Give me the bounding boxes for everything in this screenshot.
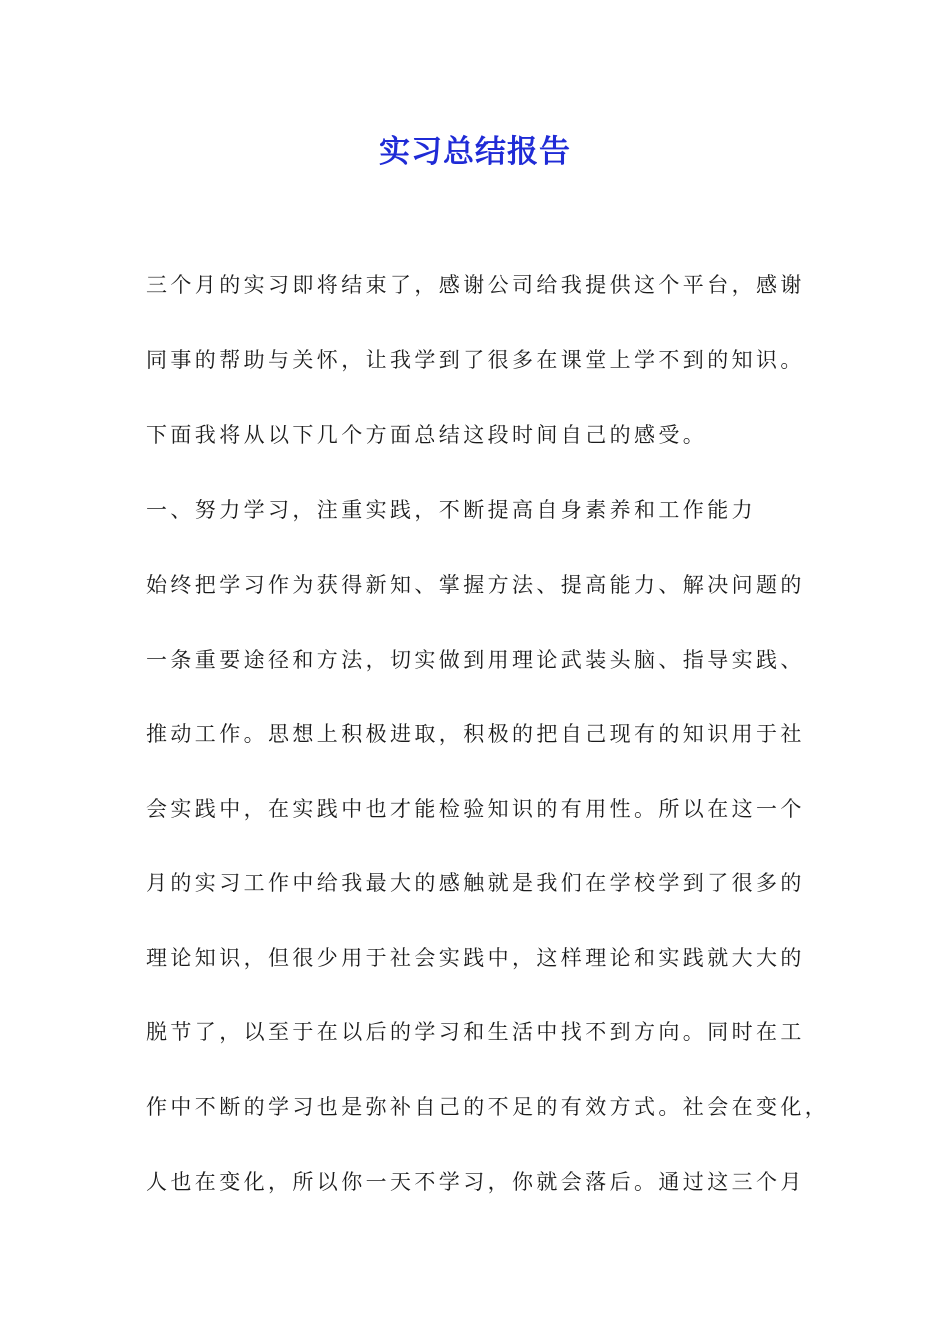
body-line-12: 作中不断的学习也是弥补自己的不足的有效方式。社会在变化， (146, 1095, 830, 1119)
section-heading-1: 一、努力学习，注重实践，不断提高自身素养和工作能力 (146, 498, 756, 522)
body-line-6: 一条重要途径和方法，切实做到用理论武装头脑、指导实践、 (146, 648, 805, 672)
document-title: 实习总结报告 (379, 134, 571, 170)
body-line-9: 月的实习工作中给我最大的感触就是我们在学校学到了很多的 (146, 871, 805, 895)
body-line-2: 同事的帮助与关怀，让我学到了很多在课堂上学不到的知识。 (146, 348, 805, 372)
body-line-3: 下面我将从以下几个方面总结这段时间自己的感受。 (146, 423, 708, 447)
body-line-7: 推动工作。思想上积极进取，积极的把自己现有的知识用于社 (146, 722, 805, 746)
body-line-10: 理论知识，但很少用于社会实践中，这样理论和实践就大大的 (146, 946, 805, 970)
body-line-5: 始终把学习作为获得新知、掌握方法、提高能力、解决问题的 (146, 573, 805, 597)
body-line-13: 人也在变化，所以你一天不学习，你就会落后。通过这三个月 (146, 1170, 805, 1194)
body-line-1: 三个月的实习即将结束了，感谢公司给我提供这个平台，感谢 (146, 273, 805, 297)
body-line-8: 会实践中，在实践中也才能检验知识的有用性。所以在这一个 (146, 797, 805, 821)
body-line-11: 脱节了，以至于在以后的学习和生活中找不到方向。同时在工 (146, 1020, 805, 1044)
